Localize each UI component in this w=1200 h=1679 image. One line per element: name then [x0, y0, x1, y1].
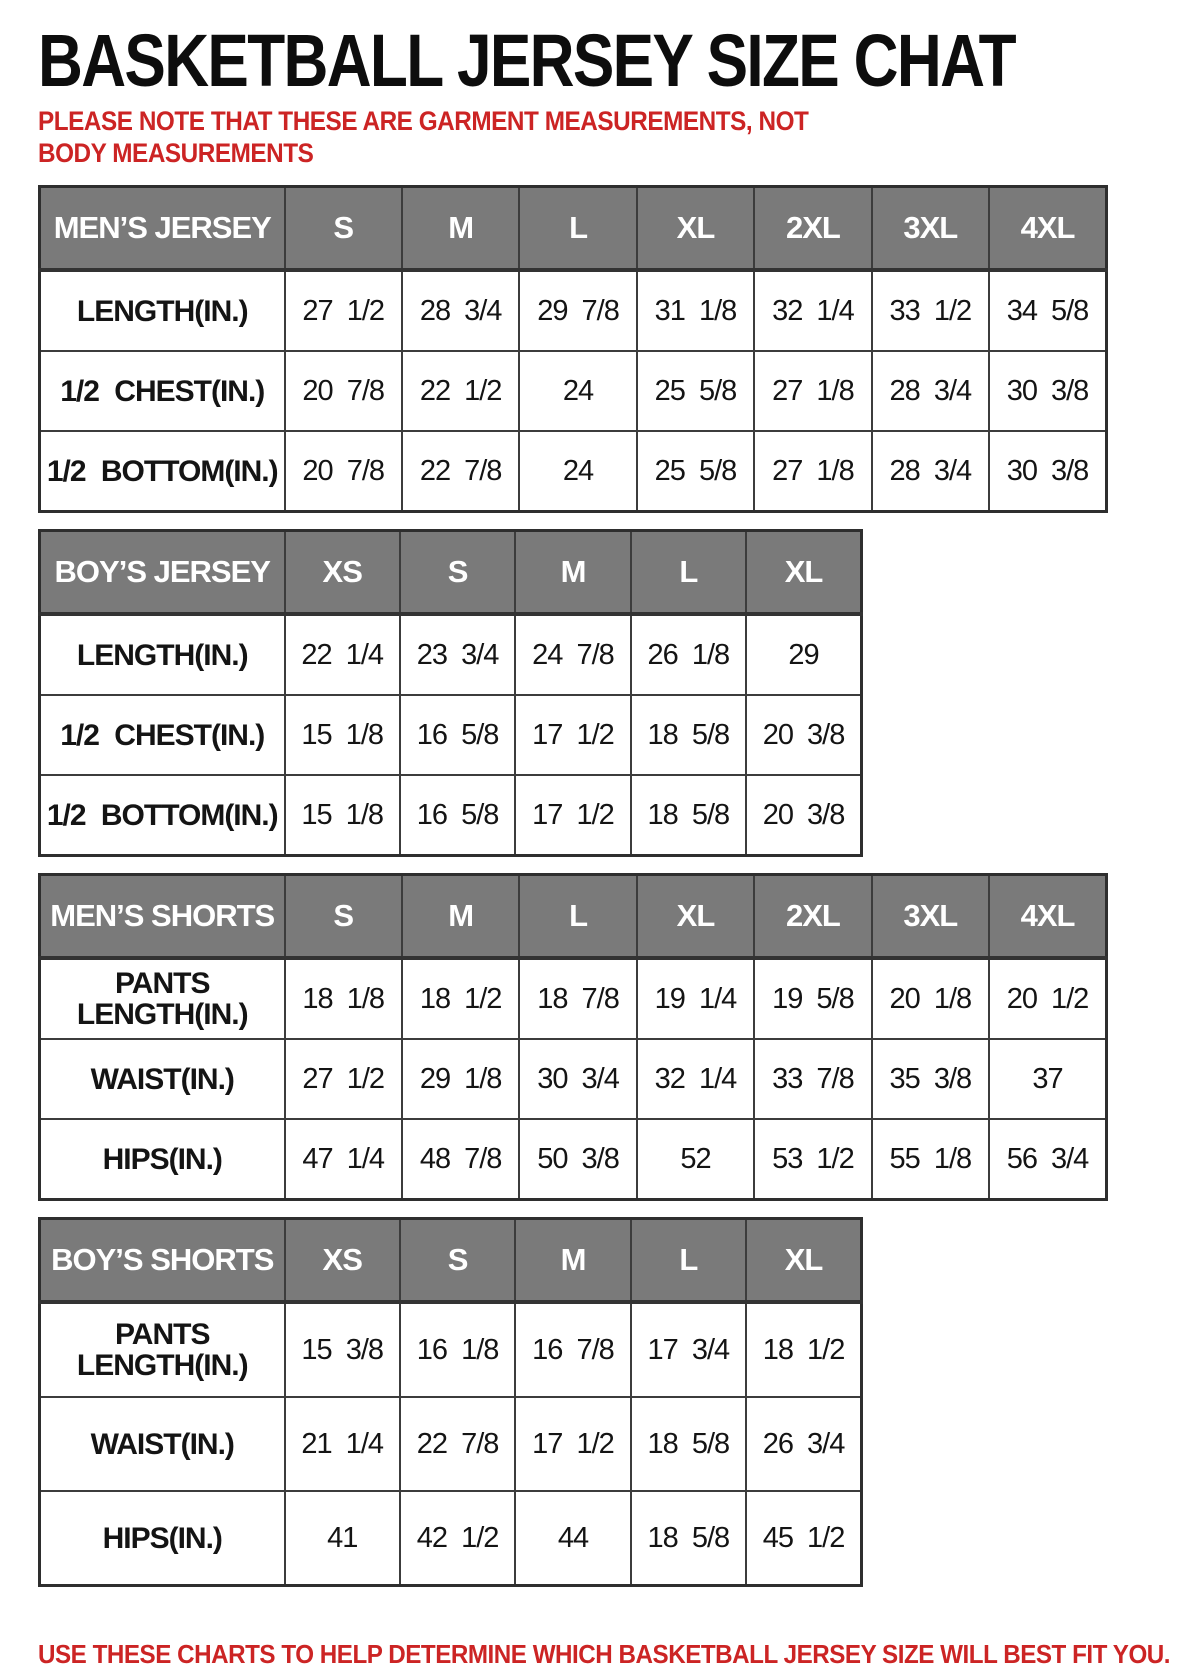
size-header-row — [40, 531, 862, 615]
size-column-header: 4XL — [989, 875, 1106, 959]
size-value-cell: 18 7/8 — [519, 958, 636, 1039]
size-value-cell: 18 5/8 — [631, 695, 746, 775]
size-column-header: 2XL — [754, 875, 871, 959]
row-label: LENGTH(IN.) — [40, 614, 285, 695]
size-column-header: S — [400, 531, 515, 615]
size-value-cell: 34 5/8 — [989, 270, 1106, 351]
size-column-header: 4XL — [989, 187, 1106, 271]
size-value-cell: 47 1/4 — [285, 1119, 402, 1200]
size-value-cell: 22 7/8 — [400, 1397, 515, 1491]
row-label: 1/2 BOTTOM(IN.) — [40, 431, 285, 512]
size-value-cell: 16 5/8 — [400, 695, 515, 775]
size-value-cell: 17 1/2 — [515, 1397, 630, 1491]
size-value-cell: 17 1/2 — [515, 695, 630, 775]
size-value-cell: 20 7/8 — [285, 351, 402, 431]
size-column-header: XL — [746, 531, 861, 615]
size-value-cell: 52 — [637, 1119, 754, 1200]
size-value-cell: 29 — [746, 614, 861, 695]
size-value-cell: 19 5/8 — [754, 958, 871, 1039]
size-value-cell: 20 1/2 — [989, 958, 1106, 1039]
size-column-header: 3XL — [872, 187, 989, 271]
size-column-header: S — [285, 875, 402, 959]
table-row — [40, 958, 1107, 1039]
mens-shorts-table — [38, 873, 1108, 1201]
row-label: 1/2 CHEST(IN.) — [40, 351, 285, 431]
row-label: 1/2 CHEST(IN.) — [40, 695, 285, 775]
size-column-header: XS — [285, 531, 400, 615]
size-value-cell: 22 7/8 — [402, 431, 519, 512]
size-column-header: XS — [285, 1219, 400, 1303]
size-value-cell: 30 3/8 — [989, 351, 1106, 431]
size-value-cell: 37 — [989, 1039, 1106, 1119]
size-value-cell: 35 3/8 — [872, 1039, 989, 1119]
size-value-cell: 27 1/2 — [285, 270, 402, 351]
size-value-cell: 45 1/2 — [746, 1491, 861, 1586]
table-row — [40, 614, 862, 695]
table-title: BOY’S SHORTS — [40, 1219, 285, 1303]
size-value-cell: 20 3/8 — [746, 695, 861, 775]
size-value-cell: 31 1/8 — [637, 270, 754, 351]
size-column-header: XL — [637, 875, 754, 959]
table-row — [40, 1119, 1107, 1200]
size-value-cell: 16 7/8 — [515, 1302, 630, 1397]
size-value-cell: 48 7/8 — [402, 1119, 519, 1200]
row-label: PANTS LENGTH(IN.) — [40, 958, 285, 1039]
size-value-cell: 18 5/8 — [631, 775, 746, 856]
size-column-header: M — [515, 1219, 630, 1303]
mens-jersey-size-table — [38, 185, 1170, 513]
size-value-cell: 20 1/8 — [872, 958, 989, 1039]
size-value-cell: 33 1/2 — [872, 270, 989, 351]
size-value-cell: 33 7/8 — [754, 1039, 871, 1119]
table-row — [40, 431, 1107, 512]
size-column-header: L — [519, 875, 636, 959]
size-value-cell: 15 1/8 — [285, 775, 400, 856]
size-column-header: 2XL — [754, 187, 871, 271]
size-value-cell: 27 1/8 — [754, 431, 871, 512]
row-label: HIPS(IN.) — [40, 1491, 285, 1586]
size-value-cell: 17 1/2 — [515, 775, 630, 856]
row-label: LENGTH(IN.) — [40, 270, 285, 351]
size-value-cell: 18 5/8 — [631, 1397, 746, 1491]
table-row — [40, 695, 862, 775]
size-column-header: XL — [746, 1219, 861, 1303]
size-value-cell: 29 7/8 — [519, 270, 636, 351]
size-value-cell: 15 1/8 — [285, 695, 400, 775]
size-value-cell: 30 3/4 — [519, 1039, 636, 1119]
size-value-cell: 22 1/4 — [285, 614, 400, 695]
size-column-header: XL — [637, 187, 754, 271]
row-label: PANTS LENGTH(IN.) — [40, 1302, 285, 1397]
table-title: BOY’S JERSEY — [40, 531, 285, 615]
row-label: WAIST(IN.) — [40, 1039, 285, 1119]
size-value-cell: 26 1/8 — [631, 614, 746, 695]
size-value-cell: 27 1/8 — [754, 351, 871, 431]
size-value-cell: 26 3/4 — [746, 1397, 861, 1491]
size-column-header: M — [402, 187, 519, 271]
row-label: WAIST(IN.) — [40, 1397, 285, 1491]
size-column-header: L — [519, 187, 636, 271]
size-column-header: M — [515, 531, 630, 615]
size-value-cell: 50 3/8 — [519, 1119, 636, 1200]
mens-jersey-table — [38, 185, 1108, 513]
table-row — [40, 1491, 862, 1586]
size-column-header: L — [631, 1219, 746, 1303]
boys-jersey-size-table — [38, 529, 1170, 857]
size-column-header: 3XL — [872, 875, 989, 959]
size-value-cell: 55 1/8 — [872, 1119, 989, 1200]
mens-shorts-size-table — [38, 873, 1170, 1201]
size-value-cell: 24 7/8 — [515, 614, 630, 695]
best-fit-note: USE THESE CHARTS TO HELP DETERMINE WHICH BASKETBALL JERSEY SIZE WILL BEST FIT YOU. — [38, 1639, 1171, 1670]
size-value-cell: 28 3/4 — [872, 351, 989, 431]
size-column-header: L — [631, 531, 746, 615]
size-value-cell: 16 5/8 — [400, 775, 515, 856]
size-value-cell: 21 1/4 — [285, 1397, 400, 1491]
size-value-cell: 18 1/2 — [402, 958, 519, 1039]
size-value-cell: 23 3/4 — [400, 614, 515, 695]
table-row — [40, 270, 1107, 351]
table-title: MEN’S SHORTS — [40, 875, 285, 959]
size-value-cell: 16 1/8 — [400, 1302, 515, 1397]
size-column-header: M — [402, 875, 519, 959]
size-value-cell: 29 1/8 — [402, 1039, 519, 1119]
size-value-cell: 27 1/2 — [285, 1039, 402, 1119]
boys-jersey-table — [38, 529, 863, 857]
size-header-row — [40, 1219, 862, 1303]
size-value-cell: 53 1/2 — [754, 1119, 871, 1200]
size-value-cell: 41 — [285, 1491, 400, 1586]
size-value-cell: 25 5/8 — [637, 351, 754, 431]
size-value-cell: 24 — [519, 431, 636, 512]
row-label: HIPS(IN.) — [40, 1119, 285, 1200]
size-value-cell: 28 3/4 — [402, 270, 519, 351]
size-value-cell: 22 1/2 — [402, 351, 519, 431]
boys-shorts-table — [38, 1217, 863, 1587]
size-value-cell: 19 1/4 — [637, 958, 754, 1039]
size-value-cell: 25 5/8 — [637, 431, 754, 512]
size-value-cell: 44 — [515, 1491, 630, 1586]
table-title: MEN’S JERSEY — [40, 187, 285, 271]
size-column-header: S — [285, 187, 402, 271]
size-value-cell: 42 1/2 — [400, 1491, 515, 1586]
size-value-cell: 20 3/8 — [746, 775, 861, 856]
page-title: BASKETBALL JERSEY SIZE CHAT — [38, 19, 1015, 102]
size-value-cell: 30 3/8 — [989, 431, 1106, 512]
size-value-cell: 20 7/8 — [285, 431, 402, 512]
boys-shorts-size-table — [38, 1217, 1170, 1587]
size-value-cell: 24 — [519, 351, 636, 431]
row-label: 1/2 BOTTOM(IN.) — [40, 775, 285, 856]
size-value-cell: 18 1/2 — [746, 1302, 861, 1397]
size-value-cell: 32 1/4 — [637, 1039, 754, 1119]
size-value-cell: 56 3/4 — [989, 1119, 1106, 1200]
table-row — [40, 775, 862, 856]
table-row — [40, 351, 1107, 431]
size-value-cell: 17 3/4 — [631, 1302, 746, 1397]
table-row — [40, 1039, 1107, 1119]
size-value-cell: 15 3/8 — [285, 1302, 400, 1397]
size-value-cell: 32 1/4 — [754, 270, 871, 351]
size-value-cell: 18 5/8 — [631, 1491, 746, 1586]
table-row — [40, 1302, 862, 1397]
size-header-row — [40, 187, 1107, 271]
table-row — [40, 1397, 862, 1491]
size-value-cell: 18 1/8 — [285, 958, 402, 1039]
size-column-header: S — [400, 1219, 515, 1303]
size-header-row — [40, 875, 1107, 959]
garment-measurement-note: PLEASE NOTE THAT THESE ARE GARMENT MEASUREMENTS, NOT BODY MEASUREMENTS — [38, 105, 809, 168]
size-value-cell: 28 3/4 — [872, 431, 989, 512]
